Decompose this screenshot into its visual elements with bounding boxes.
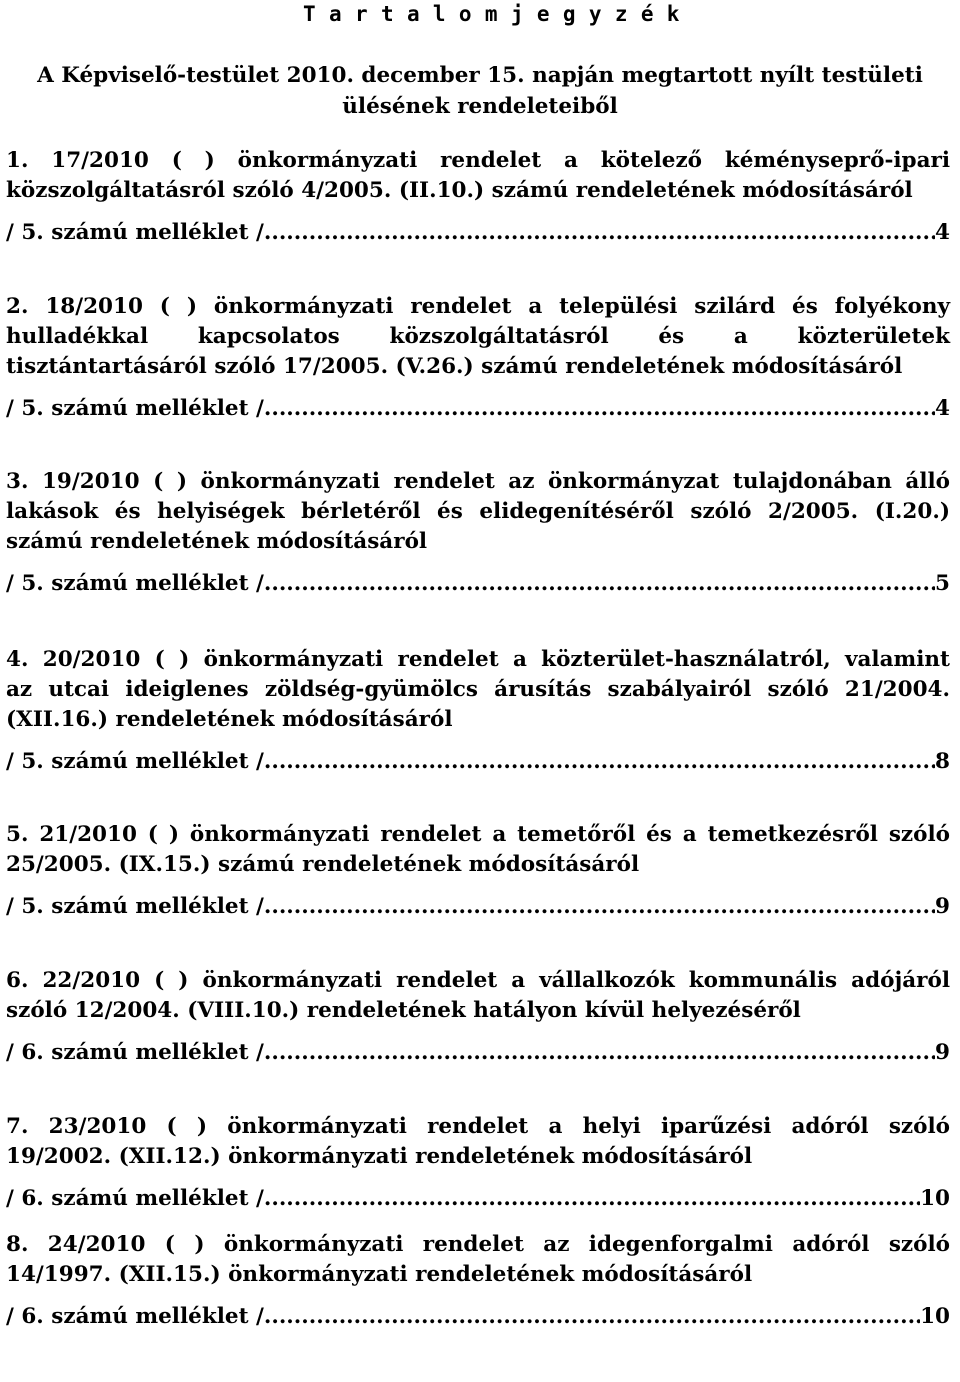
entry-line: 19/2002. (XII.12.) önkormányzati rendeletének módosításáról bbox=[6, 1144, 753, 1169]
entry-line: szóló 12/2004. (VIII.10.) rendeletének hatályon kívül helyezéséről bbox=[6, 998, 801, 1023]
entry-line: 6. 22/2010 ( ) önkormányzati rendelet a vállalkozók kommunális adójáról bbox=[6, 968, 950, 993]
dot-leader bbox=[264, 394, 935, 424]
toc-reference-line[interactable] bbox=[6, 1184, 950, 1214]
entry-description bbox=[6, 1112, 950, 1172]
dot-leader bbox=[264, 1302, 920, 1332]
entry-line: 2. 18/2010 ( ) önkormányzati rendelet a települési szilárd és folyékony bbox=[6, 294, 950, 319]
entry-description bbox=[6, 146, 950, 206]
entry-line: 25/2005. (IX.15.) számú rendeletének módosításáról bbox=[6, 852, 640, 877]
entry-line: (XII.16.) rendeletének módosításáról bbox=[6, 707, 453, 732]
entry-line: 5. 21/2010 ( ) önkormányzati rendelet a temetőről és a temetkezésről szóló bbox=[6, 822, 950, 847]
toc-reference-line[interactable] bbox=[6, 1302, 950, 1332]
entry-description bbox=[6, 966, 950, 1026]
appendix-reference: / 5. számú melléklet / bbox=[6, 571, 264, 596]
page-number: 10 bbox=[920, 1186, 950, 1211]
entry-description bbox=[6, 467, 950, 557]
toc-entry-2 bbox=[6, 292, 950, 424]
toc-entry-4 bbox=[6, 645, 950, 777]
toc-entry-1 bbox=[6, 146, 950, 248]
page-number: 10 bbox=[920, 1304, 950, 1329]
toc-reference-line[interactable] bbox=[6, 1038, 950, 1068]
page-number: 9 bbox=[935, 894, 950, 919]
entry-line: lakások és helyiségek bérletéről és elidegenítéséről szóló 2/2005. (I.20.) bbox=[6, 499, 950, 524]
entry-description bbox=[6, 1230, 950, 1290]
entry-description bbox=[6, 820, 950, 880]
page-number: 8 bbox=[935, 749, 950, 774]
entry-line: 1. 17/2010 ( ) önkormányzati rendelet a kötelező kéményseprő-ipari bbox=[6, 148, 950, 173]
appendix-reference: / 6. számú melléklet / bbox=[6, 1304, 264, 1329]
dot-leader bbox=[264, 892, 935, 922]
appendix-reference: / 5. számú melléklet / bbox=[6, 220, 264, 245]
appendix-reference: / 5. számú melléklet / bbox=[6, 749, 264, 774]
page-number: 4 bbox=[935, 396, 950, 421]
appendix-reference: / 5. számú melléklet / bbox=[6, 396, 264, 421]
entry-line: 4. 20/2010 ( ) önkormányzati rendelet a közterület-használatról, valamint bbox=[6, 647, 950, 672]
dot-leader bbox=[264, 569, 935, 599]
toc-reference-line[interactable] bbox=[6, 218, 950, 248]
entry-description bbox=[6, 292, 950, 382]
dot-leader bbox=[264, 218, 935, 248]
toc-reference-line[interactable] bbox=[6, 569, 950, 599]
toc-entry-7 bbox=[6, 1112, 950, 1214]
toc-reference-line[interactable] bbox=[6, 892, 950, 922]
entry-line: 3. 19/2010 ( ) önkormányzati rendelet az önkormányzat tulajdonában álló bbox=[6, 469, 950, 494]
entry-description bbox=[6, 645, 950, 735]
toc-entry-8 bbox=[6, 1230, 950, 1332]
appendix-reference: / 5. számú melléklet / bbox=[6, 894, 264, 919]
page-number: 5 bbox=[935, 571, 950, 596]
toc-entry-5 bbox=[6, 820, 950, 922]
entry-line: 8. 24/2010 ( ) önkormányzati rendelet az idegenforgalmi adóról szóló bbox=[6, 1232, 950, 1257]
appendix-reference: / 6. számú melléklet / bbox=[6, 1040, 264, 1065]
entry-line: 14/1997. (XII.15.) önkormányzati rendeletének módosításáról bbox=[6, 1262, 753, 1287]
entry-line: az utcai ideiglenes zöldség-gyümölcs árusítás szabályairól szóló 21/2004. bbox=[6, 677, 950, 702]
dot-leader bbox=[264, 1184, 920, 1214]
page-number: 9 bbox=[935, 1040, 950, 1065]
dot-leader bbox=[264, 747, 935, 777]
toc-reference-line[interactable] bbox=[6, 394, 950, 424]
entry-line: hulladékkal kapcsolatos közszolgáltatásról és a közterületek bbox=[6, 324, 950, 349]
entry-line: 7. 23/2010 ( ) önkormányzati rendelet a helyi iparűzési adóról szóló bbox=[6, 1114, 950, 1139]
toc-entry-3 bbox=[6, 467, 950, 599]
toc-entry-6 bbox=[6, 966, 950, 1068]
entry-line: számú rendeletének módosításáról bbox=[6, 529, 428, 554]
toc-title: T a r t a l o m j e g y z é k bbox=[303, 2, 680, 26]
appendix-reference: / 6. számú melléklet / bbox=[6, 1186, 264, 1211]
page-number: 4 bbox=[935, 220, 950, 245]
dot-leader bbox=[264, 1038, 935, 1068]
toc-reference-line[interactable] bbox=[6, 747, 950, 777]
document-heading: A Képviselő-testület 2010. december 15. napján megtartott nyílt testületi ülésének rendeleteiből bbox=[37, 63, 923, 119]
entry-line: tisztántartásáról szóló 17/2005. (V.26.) számú rendeletének módosításáról bbox=[6, 354, 903, 379]
entry-line: közszolgáltatásról szóló 4/2005. (II.10.) számú rendeletének módosításáról bbox=[6, 178, 913, 203]
